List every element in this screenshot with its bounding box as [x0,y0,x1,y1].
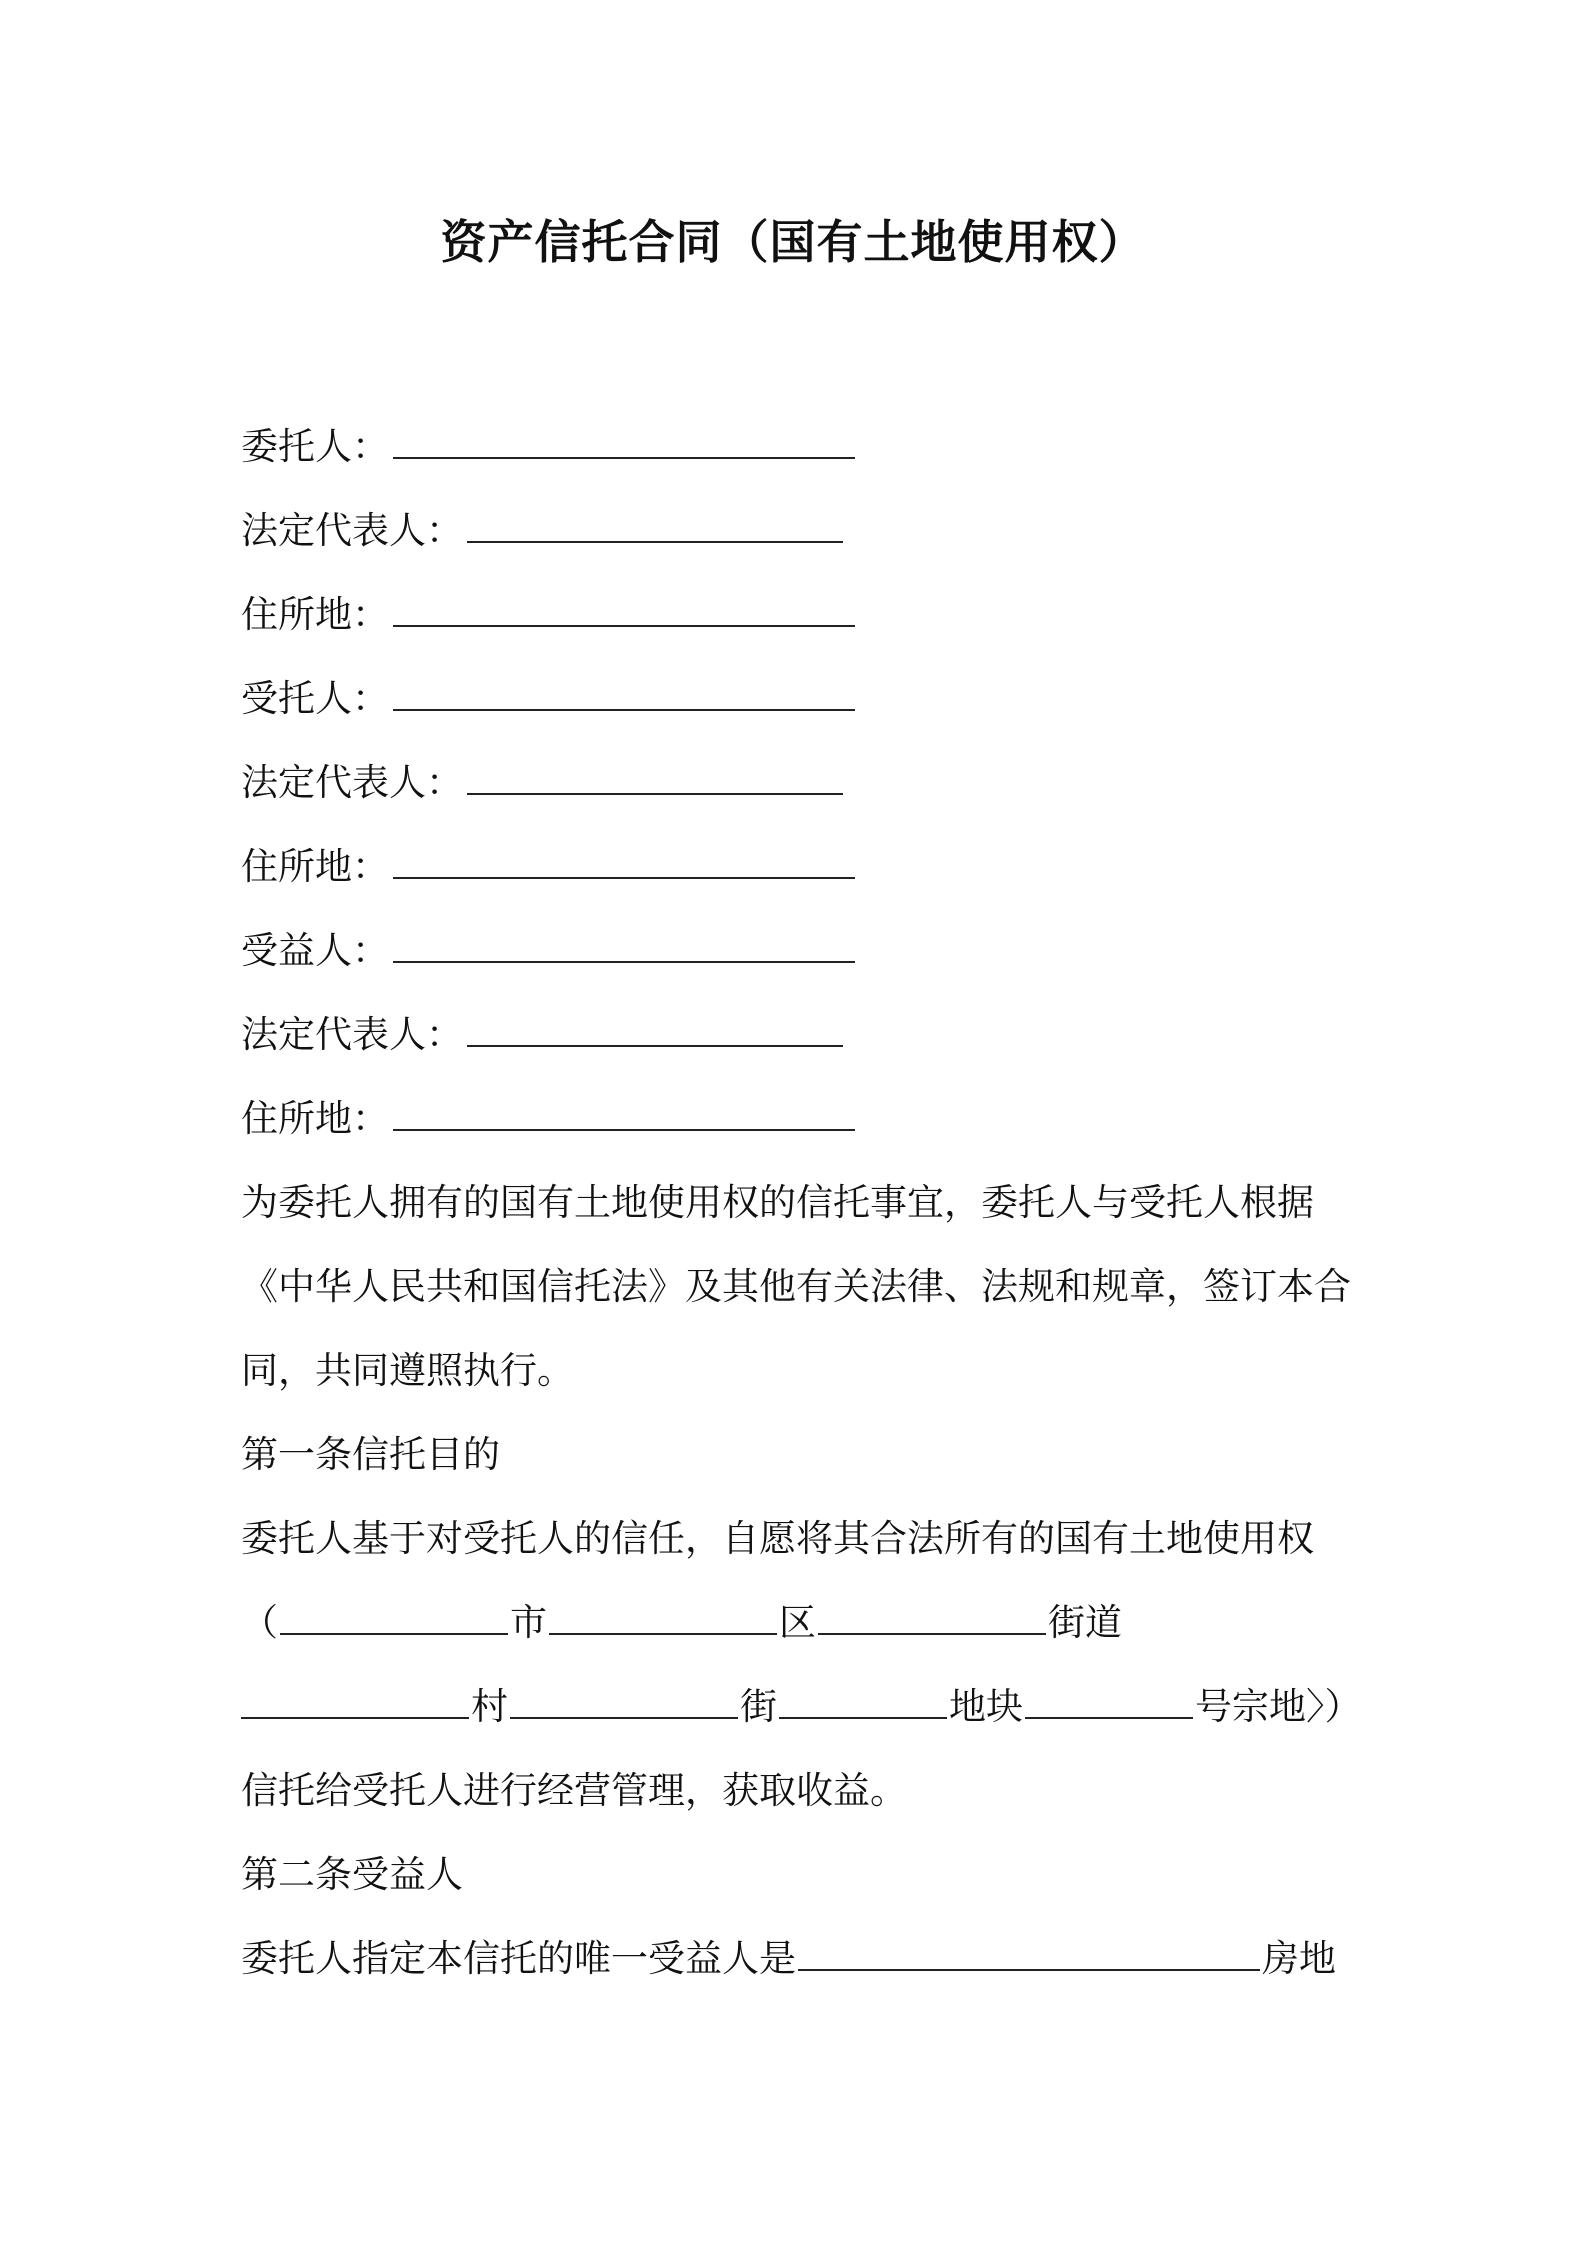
article-1-text: 信托给受托人进行经营管理，获取收益。 [241,1769,907,1812]
plot-label: 地块 [949,1685,1023,1728]
document-body [241,405,1361,2001]
beneficiary-text: 委托人指定本信托的唯一受益人是 [241,1937,796,1980]
article-1-text: 委托人基于对受托人的信任，自愿将其合法所有的国有土地使用权 [241,1517,1314,1560]
lot-blank[interactable] [1025,1687,1193,1719]
party-beneficiary-address [241,1077,1361,1161]
party-principal-address [241,573,1361,657]
article-1-heading: 第一条信托目的 [241,1433,500,1476]
district-label: 区 [779,1601,816,1644]
road-blank[interactable] [510,1687,738,1719]
party-trustee-legal-rep [241,741,1361,825]
party-beneficiary-legal-rep [241,993,1361,1077]
preamble-line: 《中华人民共和国信托法》及其他有关法律、法规和规章，签订本合 [241,1265,1351,1308]
field-label: 受益人： [241,929,389,972]
beneficiary-text-tail: 房地 [1262,1937,1336,1980]
city-label: 市 [510,1601,547,1644]
preamble-line: 同，共同遵照执行。 [241,1349,574,1392]
street-label: 街道 [1048,1601,1122,1644]
field-label: 受托人： [241,677,389,720]
article-2-heading: 第二条受益人 [241,1853,463,1896]
lot-label: 号宗地〉） [1195,1685,1362,1728]
fill-blank[interactable] [467,1015,843,1047]
village-blank[interactable] [241,1687,469,1719]
party-principal-legal-rep [241,489,1361,573]
fill-blank[interactable] [393,931,855,963]
field-label: 住所地： [241,845,389,888]
road-label: 街 [740,1685,777,1728]
fill-blank[interactable] [393,427,855,459]
fill-blank[interactable] [393,1099,855,1131]
beneficiary-blank[interactable] [798,1939,1260,1971]
article-1-address-line [241,1581,1361,1665]
party-trustee-address [241,825,1361,909]
open-paren: （ [241,1601,278,1644]
preamble-line: 为委托人拥有的国有土地使用权的信托事宜，委托人与受托人根据 [241,1181,1314,1224]
fill-blank[interactable] [393,595,855,627]
article-1-plot-line [241,1665,1361,1749]
street-blank[interactable] [818,1603,1046,1635]
field-label: 法定代表人： [241,509,463,552]
fill-blank[interactable] [393,847,855,879]
field-label: 住所地： [241,1097,389,1140]
article-2-text [241,1917,1361,2001]
field-label: 法定代表人： [241,761,463,804]
party-beneficiary [241,909,1361,993]
fill-blank[interactable] [393,679,855,711]
fill-blank[interactable] [467,511,843,543]
field-label: 委托人： [241,425,389,468]
document-title: 资产信托合同（国有土地使用权） [440,215,1146,269]
plot-blank[interactable] [779,1687,947,1719]
party-trustee [241,657,1361,741]
district-blank[interactable] [549,1603,777,1635]
field-label: 住所地： [241,593,389,636]
party-principal [241,405,1361,489]
village-label: 村 [471,1685,508,1728]
city-blank[interactable] [280,1603,508,1635]
fill-blank[interactable] [467,763,843,795]
field-label: 法定代表人： [241,1013,463,1056]
